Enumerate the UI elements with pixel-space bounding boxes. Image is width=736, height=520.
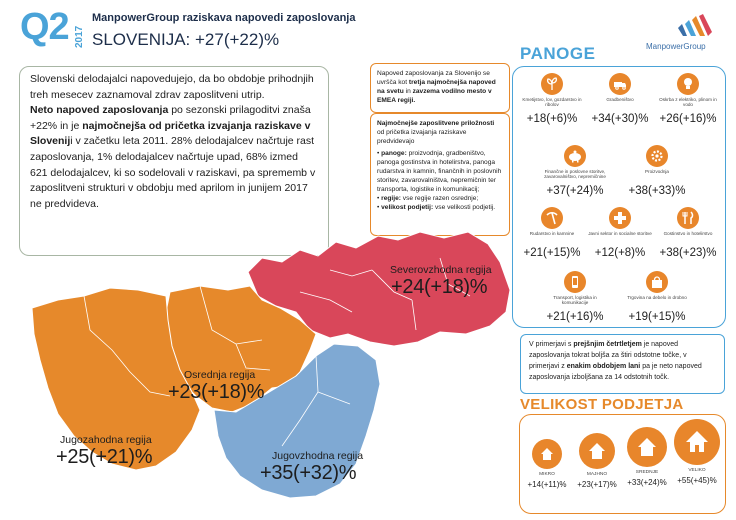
brand-name: ManpowerGroup bbox=[646, 42, 706, 51]
shopping-bag-icon bbox=[646, 271, 668, 293]
sector-item: Rudarstvo in kamnine +21(+15)% bbox=[520, 207, 584, 259]
strongest-opportunities-note: Najmočnejše zaposlitvene priložnosti od pričetka izvajanja raziskave predvidevajo • panoge: proizvodnja, gradbeništvo, panoga gostinstva in hotelirstva, panoga rudarstva in kamnin, finančnih in poslovnih storitev, zavarovalništva, nepremičnin ter transporta, logistike in komunikacij; • regije: vse regije razen osrednje; • velikost podjetij: vse velikosti podjetij. bbox=[370, 113, 510, 236]
truck-icon bbox=[609, 73, 631, 95]
house-icon bbox=[674, 419, 720, 465]
region-name-northeast: Severovzhodna regija bbox=[390, 264, 492, 276]
company-size-heading: VELIKOST PODJETJA bbox=[520, 396, 684, 413]
comparison-note: V primerjavi s prejšnjim četrtletjem je napoved zaposlovanja tokrat boljša za štiri odstotne točke, v primerjavi z enakim obdobjem lani pa je neto napoved zaposlovanja izboljšana za 14 odstotnih točk. bbox=[520, 334, 725, 394]
phone-icon bbox=[564, 271, 586, 293]
list-item: • velikost podjetij: vse velikosti podjetij. bbox=[377, 204, 496, 211]
sector-item: Trgovina na debelo in drobno +19(+15)% bbox=[625, 271, 689, 323]
country-forecast: SLOVENIJA: +27(+22)% bbox=[92, 30, 280, 49]
sector-item: Kmetijstvo, lov, gozdarstvo in ribolov +18(+6)% bbox=[520, 73, 584, 125]
cutlery-icon bbox=[677, 207, 699, 229]
survey-title: ManpowerGroup raziskava napovedi zaposlovanja bbox=[92, 12, 356, 24]
list-item: • regije: vse regije razen osrednje; bbox=[377, 195, 479, 202]
house-icon bbox=[627, 427, 667, 467]
house-icon bbox=[532, 439, 562, 469]
intro-text: Slovenski delodajalci napovedujejo, da bo obdobje prihodnjih treh mesecev zaznamoval zdrav zaposlitveni utrip. bbox=[30, 73, 314, 101]
region-value-central: +23(+18)% bbox=[168, 381, 265, 403]
house-icon bbox=[579, 433, 615, 469]
size-item-medium: SREDNJE +33(+24)% bbox=[622, 423, 672, 487]
region-name-southwest: Jugozahodna regija bbox=[60, 434, 152, 446]
region-name-central: Osrednja regija bbox=[184, 369, 256, 381]
region-value-southwest: +25(+21)% bbox=[56, 446, 153, 468]
sector-item: Oskrba z elektriko, plinom in vodo +26(+16)% bbox=[656, 73, 720, 125]
cross-icon bbox=[609, 207, 631, 229]
global-rank-note: Napoved zaposlovanja za Slovenijo se uvršča kot tretja najmočnejša napoved na svetu in zavzema vodilno mesto v EMEA regiji. bbox=[370, 63, 510, 113]
sector-item: Gradbeništvo +34(+30)% bbox=[588, 73, 652, 125]
quarter-label: Q2 bbox=[20, 6, 69, 48]
sector-item: Proizvodnja +38(+33)% bbox=[625, 145, 689, 197]
plant-icon bbox=[541, 73, 563, 95]
intro-text-2: Neto napoved zaposlovanja po sezonski prilagoditvi znaša +22% in je najmočnejša od pričetka izvajanja raziskave v Sloveniji v začetku leta 2011. 28% delodajalcev načrtuje rast zaposlovanja, 1% delodajalcev načrtuje upad, 68% izmed 621 delodajalcev, ki so sodelovali v raziskavi, pa sprememb v zaposlitveni strukturi v obdobju med aprilom in junijem 2017 ne predvideva. bbox=[30, 104, 316, 210]
list-item: • panoge: proizvodnja, gradbeništvo, panoga gostinstva in hotelirstva, panoga rudarstva in kamnin, finančnih in poslovnih storitev, zavarovalništva, nepremičnin ter transporta, logistike in komunikacij; bbox=[377, 150, 502, 193]
sector-item: Finančne in poslovne storitve, zavarovalništvo, nepremičnine +37(+24)% bbox=[543, 145, 607, 197]
sector-item: Gostinstvo in hotelirstvo +38(+23)% bbox=[656, 207, 720, 259]
sector-item: Javni sektor in socialne storitve +12(+8)% bbox=[588, 207, 652, 259]
sectors-heading: PANOGE bbox=[520, 44, 596, 63]
size-item-micro: MIKRO +14(+11)% bbox=[522, 431, 572, 489]
size-item-small: MAJHNO +23(+17)% bbox=[572, 427, 622, 489]
sector-item: Transport, logistika in komunikacije +21(+16)% bbox=[543, 271, 607, 323]
piggy-bank-icon bbox=[564, 145, 586, 167]
region-value-northeast: +24(+18)% bbox=[391, 276, 488, 298]
pickaxe-icon bbox=[541, 207, 563, 229]
company-size-panel bbox=[519, 414, 726, 514]
lightbulb-icon bbox=[677, 73, 699, 95]
size-item-large: VELIKO +55(+45)% bbox=[672, 419, 722, 485]
region-value-southeast: +35(+32)% bbox=[260, 462, 357, 484]
gear-icon bbox=[646, 145, 668, 167]
sectors-panel bbox=[512, 66, 726, 328]
region-name-southeast: Jugovzhodna regija bbox=[272, 450, 364, 462]
year-label: 2017 bbox=[74, 25, 85, 48]
